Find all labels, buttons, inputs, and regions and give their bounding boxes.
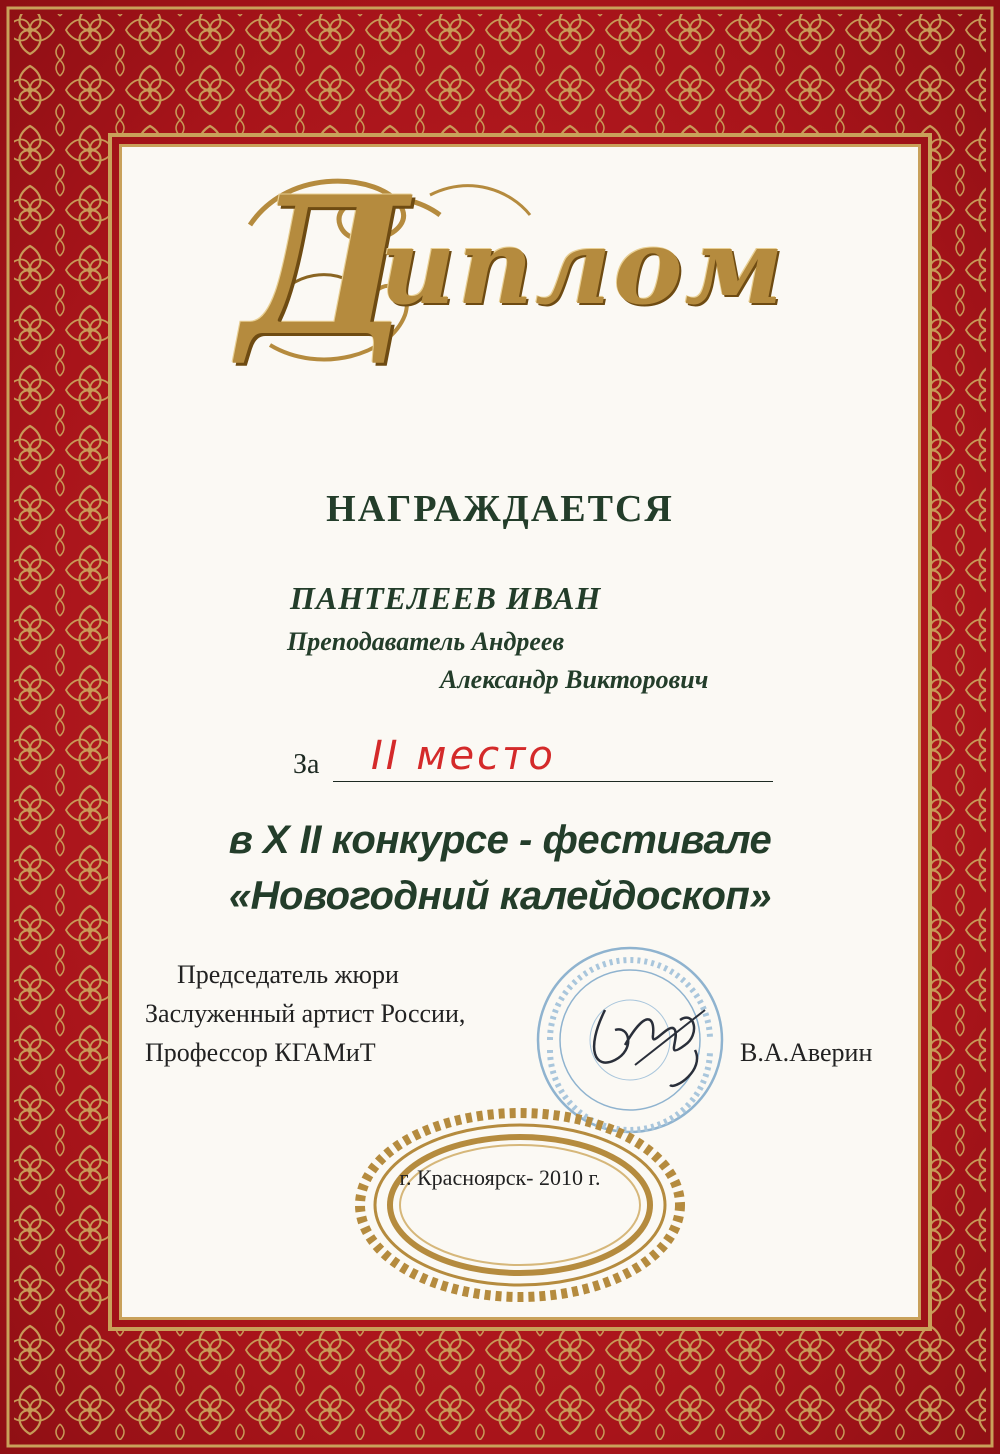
recipient-name: ПАНТЕЛЕЕВ ИВАН: [290, 580, 602, 616]
jury-title-line-1: Председатель жюри: [177, 960, 399, 989]
awarded-heading: НАГРАЖДАЕТСЯ: [326, 488, 674, 530]
ornamental-cartouche: [345, 1100, 695, 1310]
title-initial-letter: Д: [240, 155, 409, 378]
city-year: г. Красноярск- 2010 г.: [399, 1165, 601, 1190]
for-label: За: [293, 749, 320, 780]
diploma-title: [230, 155, 810, 378]
title-word: иплом: [380, 205, 786, 328]
contest-line-1: в X II конкурсе - фестивале: [228, 818, 772, 862]
jury-title-line-2: Заслуженный артист России,: [145, 999, 466, 1028]
fill-in-line: [333, 781, 773, 782]
teacher-line-2: Александр Викторович: [440, 665, 709, 694]
handwritten-signature: [575, 990, 735, 1100]
for-place-row: [293, 735, 783, 795]
chair-name: В.А.Аверин: [740, 1038, 873, 1067]
contest-line-2: «Новогодний калейдоскоп»: [228, 874, 772, 918]
jury-title-line-3: Профессор КГАМиТ: [145, 1038, 376, 1067]
handwritten-place: II место: [371, 733, 556, 779]
teacher-line-1: Преподаватель Андреев: [287, 627, 565, 656]
